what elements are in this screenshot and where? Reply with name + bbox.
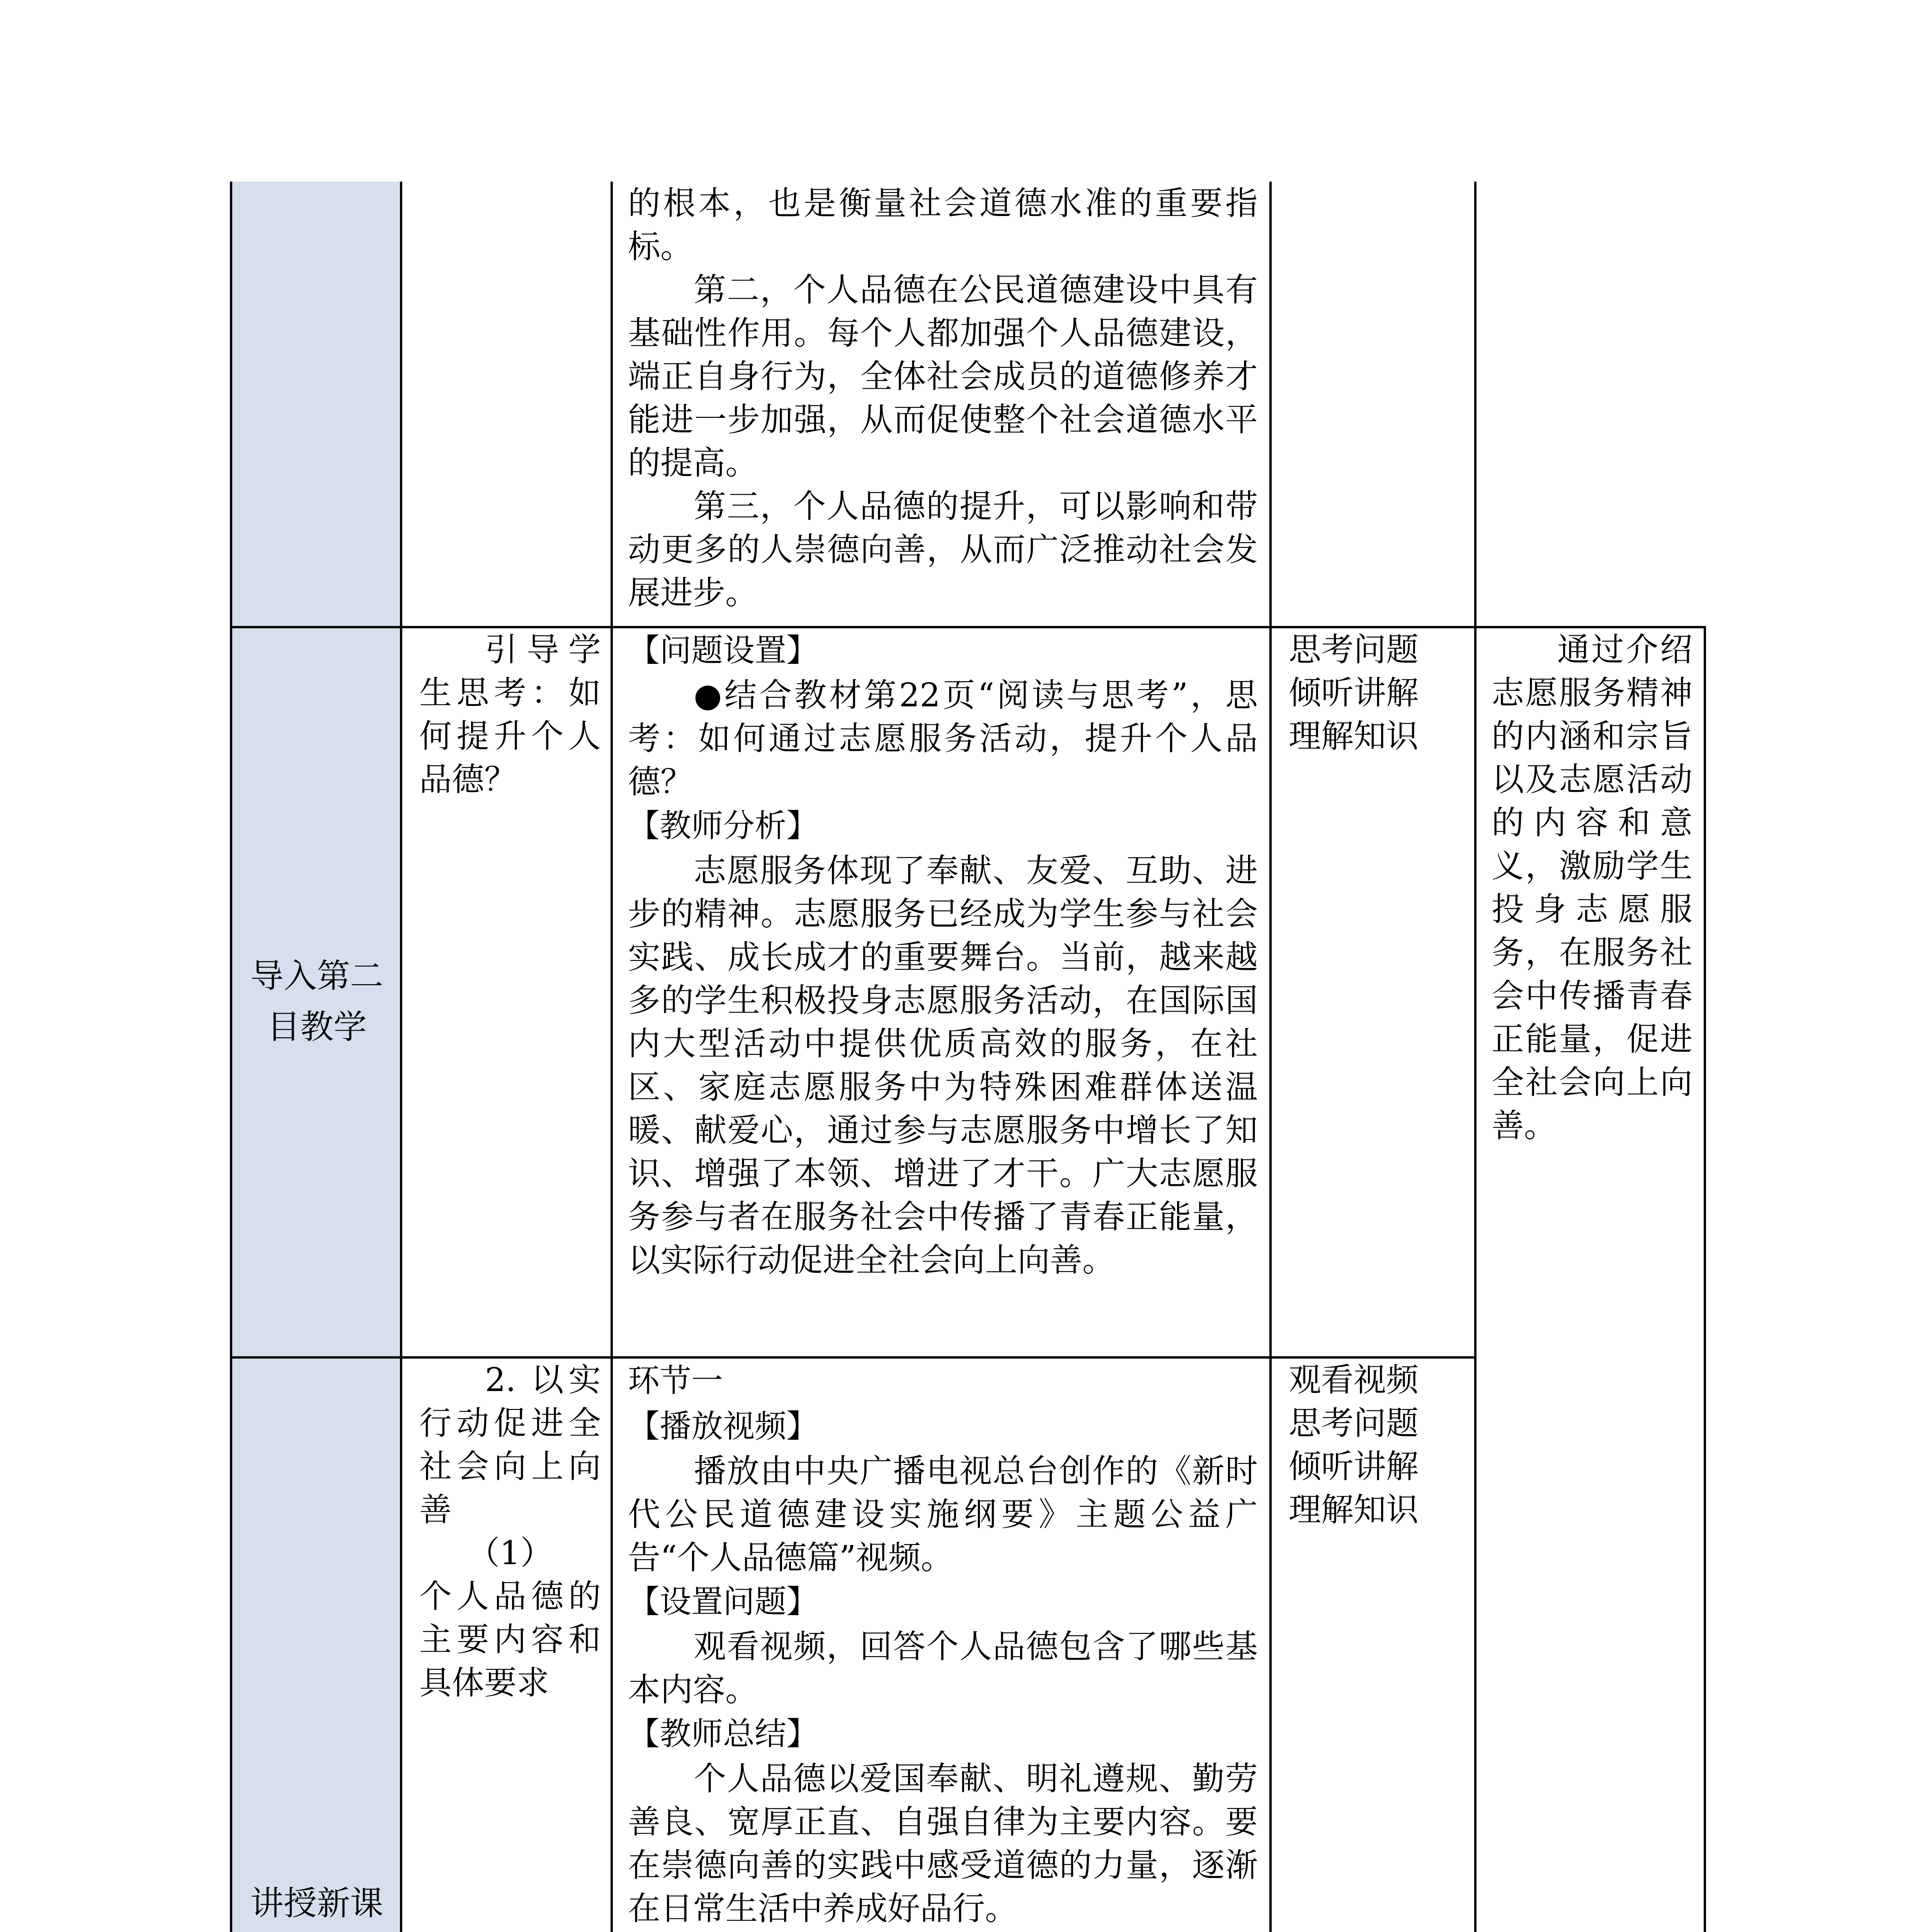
content-paragraph: 的根本，也是衡量社会道德水准的重要指标。 <box>628 184 1258 265</box>
link-title: 环节一 <box>628 1362 723 1399</box>
activity-item: 思考问题 <box>1289 1404 1419 1442</box>
section-heading: 【设置问题】 <box>628 1583 818 1620</box>
design-intent-cell <box>1492 628 1692 1147</box>
section-heading: 【教师总结】 <box>628 1716 818 1752</box>
activity-item: 倾听讲解 <box>1289 1447 1419 1485</box>
topic-cell-sub1 <box>419 1358 601 1704</box>
stage-column-shading <box>232 182 402 1932</box>
content-cell-intro <box>628 628 1258 1282</box>
activity-item: 理解知识 <box>1289 1491 1419 1529</box>
content-paragraph: 第三，个人品德的提升，可以影响和带动更多的人崇德向善，从而广泛推动社会发展进步。 <box>628 487 1258 612</box>
topic-text: 2. 以实行动促进全社会向上向善 <box>419 1361 601 1529</box>
student-activity-cell-intro <box>1289 628 1466 758</box>
section-heading: 【播放视频】 <box>628 1408 818 1445</box>
topic-text: 个人品德的主要内容和具体要求 <box>419 1577 601 1702</box>
content-paragraph: 志愿服务体现了奉献、友爱、互助、进步的精神。志愿服务已经成为学生参与社会实践、成长成才的重要舞台。当前，越来越多的学生积极投身志愿服务活动，在国际国内大型活动中提供优质高效的服务，在社区、家庭志愿服务中为特殊困难群体送温暖、献爱心，通过参与志愿服务中增长了知识、增强了本领、增进了才干。广大志愿服务参与者在服务社会中传播了青春正能量，以实际行动促进全社会向上向善。 <box>628 852 1258 1279</box>
section-heading: 【教师分析】 <box>628 808 818 844</box>
content-paragraph: 播放由中央广播电视总台创作的《新时代公民道德建设实施纲要》主题公益广告“个人品德篇”视频。 <box>628 1452 1258 1577</box>
activity-item: 观看视频 <box>1289 1361 1419 1399</box>
section-heading: 【问题设置】 <box>628 632 818 669</box>
content-paragraph: 观看视频，回答个人品德包含了哪些基本内容。 <box>628 1628 1258 1709</box>
activity-item: 倾听讲解 <box>1289 674 1419 712</box>
content-cell-sub1 <box>628 1358 1258 1930</box>
stage-label-intro: 导入第二目教学 <box>250 957 383 1046</box>
activity-item: 思考问题 <box>1289 631 1419 668</box>
content-paragraph: 第二，个人品德在公民道德建设中具有基础性作用。每个人都加强个人品德建设，端正自身行为，全体社会成员的道德修养才能进一步加强，从而促使整个社会道德水平的提高。 <box>628 271 1258 482</box>
stage-label-teach: 讲授新课 <box>250 1884 383 1923</box>
content-paragraph: 个人品德以爱国奉献、明礼遵规、勤劳善良、宽厚正直、自强自律为主要内容。要在崇德向善的实践中感受道德的力量，逐渐在日常生活中养成好品行。 <box>628 1760 1258 1927</box>
topic-number: （1） <box>467 1534 553 1572</box>
content-cell-continued <box>628 182 1258 614</box>
topic-cell-intro <box>419 628 601 801</box>
student-activity-cell-sub1 <box>1289 1358 1466 1531</box>
design-intent-text: 通过介绍志愿服务精神的内涵和宗旨以及志愿活动的内容和意义，激励学生投身志愿服务，在服务社会中传播青春正能量，促进全社会向上向善。 <box>1492 631 1692 1145</box>
content-paragraph: ●结合教材第22页“阅读与思考”，思考：如何通过志愿服务活动，提升个人品德？ <box>628 676 1258 801</box>
activity-item: 理解知识 <box>1289 717 1419 755</box>
topic-text: 引导学生思考：如何提升个人品德？ <box>419 631 601 798</box>
